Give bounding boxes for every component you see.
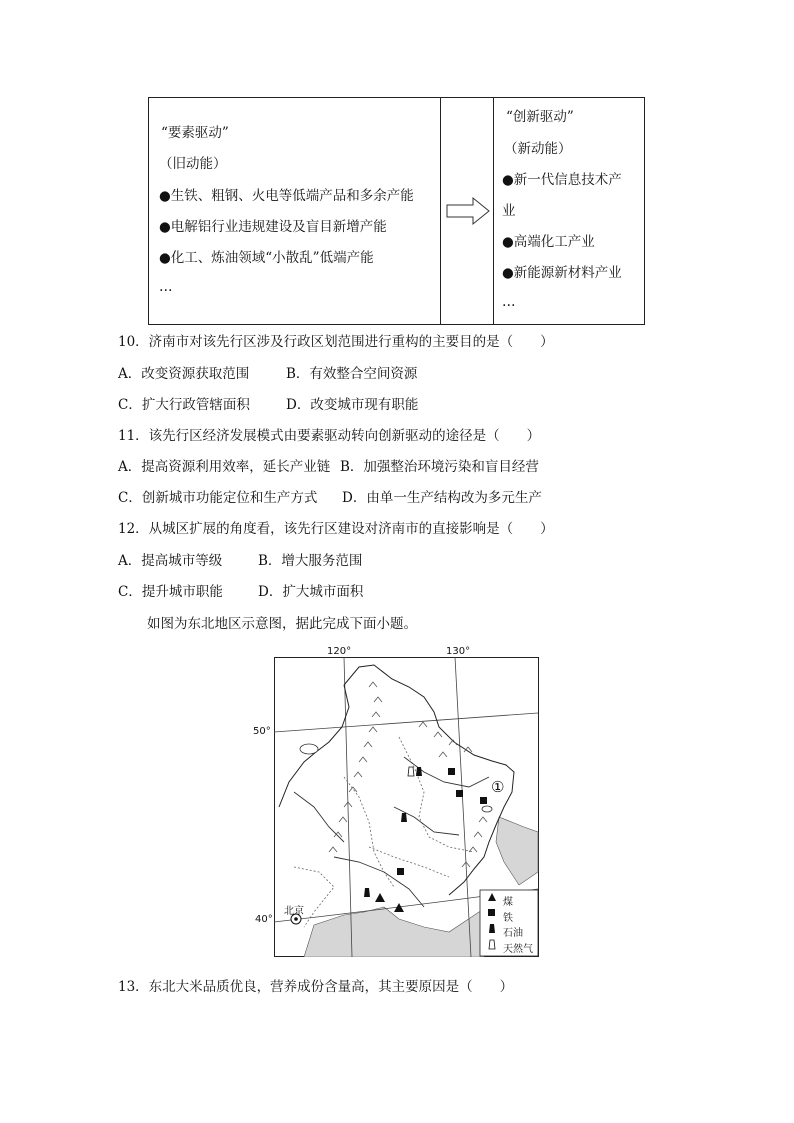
gas-icon bbox=[489, 940, 495, 949]
old-drivers-cell bbox=[149, 98, 441, 324]
lat-label: 50° bbox=[253, 726, 271, 737]
northeast-china-map bbox=[274, 657, 539, 957]
left-item: … bbox=[159, 279, 173, 295]
right-arrow-icon bbox=[445, 196, 491, 226]
left-item: ●化工、炼油领域“小散乱”低端产能 bbox=[159, 250, 374, 266]
right-item: ●高端化工产业 bbox=[502, 234, 595, 250]
right-item: ●新能源新材料产业 bbox=[502, 265, 622, 281]
city-label: 北京 bbox=[284, 906, 304, 917]
option: D．扩大城市面积 bbox=[258, 584, 364, 600]
right-item: ●新一代信息技术产 bbox=[502, 172, 622, 188]
question-stem: 12．从城区扩展的角度看，该先行区建设对济南市的直接影响是（ ） bbox=[118, 521, 554, 537]
oil-icon bbox=[364, 888, 370, 897]
oil-icon bbox=[401, 813, 407, 822]
lat-label: 40° bbox=[255, 914, 273, 925]
map-graphic bbox=[274, 657, 539, 957]
drivers-diagram bbox=[148, 97, 645, 325]
option: C．提升城市职能 bbox=[118, 584, 223, 600]
option: D．改变城市现有职能 bbox=[286, 397, 419, 413]
right-item: 业 bbox=[502, 203, 516, 219]
region-marker: ① bbox=[491, 778, 505, 796]
left-item: ●电解铝行业违规建设及盲目新增产能 bbox=[159, 219, 387, 235]
legend-label: 天然气 bbox=[503, 944, 533, 955]
iron-icon bbox=[397, 868, 404, 875]
arrow-cell bbox=[441, 98, 494, 324]
lon-label: 130° bbox=[446, 646, 471, 657]
new-drivers-cell bbox=[494, 98, 644, 324]
option: A．提高资源利用效率，延长产业链 bbox=[118, 459, 331, 475]
lon-label: 120° bbox=[327, 646, 352, 657]
right-title: “创新驱动” bbox=[506, 109, 574, 125]
question-stem: 13．东北大米品质优良，营养成份含量高，其主要原因是（ ） bbox=[118, 979, 514, 995]
gas-icon bbox=[408, 767, 414, 776]
left-item: ●生铁、粗钢、火电等低端产品和多余产能 bbox=[159, 188, 414, 204]
legend-label: 煤 bbox=[503, 897, 513, 908]
right-subtitle: （新动能） bbox=[504, 141, 572, 157]
question-stem: 10．济南市对该先行区涉及行政区划范围进行重构的主要目的是（ ） bbox=[118, 334, 554, 350]
map-intro: 如图为东北地区示意图，据此完成下面小题。 bbox=[147, 616, 417, 632]
option: C．创新城市功能定位和生产方式 bbox=[118, 490, 318, 506]
iron-icon bbox=[488, 909, 495, 916]
option: B．有效整合空间资源 bbox=[286, 366, 418, 382]
left-subtitle: （旧动能） bbox=[159, 156, 227, 172]
legend-label: 铁 bbox=[503, 913, 513, 924]
option: A．提高城市等级 bbox=[118, 553, 223, 569]
option: B．加强整治环境污染和盲目经营 bbox=[340, 459, 539, 475]
option: D．由单一生产结构改为多元生产 bbox=[342, 490, 542, 506]
iron-icon bbox=[448, 768, 455, 775]
option: B．增大服务范围 bbox=[258, 553, 363, 569]
legend-label: 石油 bbox=[503, 928, 523, 939]
left-title: “要素驱动” bbox=[161, 125, 229, 141]
iron-icon bbox=[480, 797, 487, 804]
oil-icon bbox=[489, 924, 495, 933]
option: C．扩大行政管辖面积 bbox=[118, 397, 250, 413]
oil-icon bbox=[416, 767, 422, 776]
right-item: … bbox=[502, 294, 516, 310]
iron-icon bbox=[456, 790, 463, 797]
option: A．改变资源获取范围 bbox=[118, 366, 250, 382]
question-stem: 11．该先行区经济发展模式由要素驱动转向创新驱动的途径是（ ） bbox=[118, 428, 541, 444]
